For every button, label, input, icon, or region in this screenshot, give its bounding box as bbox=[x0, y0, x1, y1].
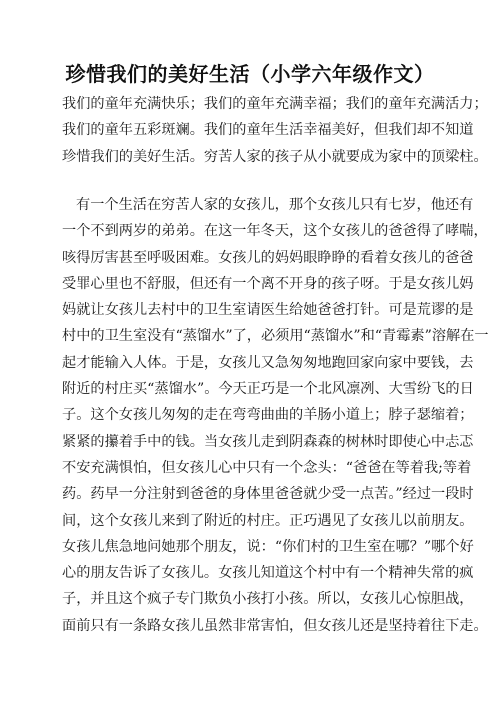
paragraph-line: 起才能输入人体。于是，女孩儿又急匆匆地跑回家向家中要钱，去 bbox=[62, 354, 474, 371]
paragraph-line: 妈就让女孩儿去村中的卫生室请医生给她爸爸打针。可是荒谬的是 bbox=[62, 302, 474, 319]
paragraph-line: 受罪心里也不舒服，但还有一个离不开身的孩子呀。于是女孩儿妈 bbox=[62, 275, 474, 292]
paragraph-line: 有一个生活在穷苦人家的女孩儿，那个女孩儿只有七岁，他还有 bbox=[76, 197, 474, 213]
paragraph-line: 一个不到两岁的弟弟。在这一年冬天，这个女孩儿的爸爸得了哮喘， bbox=[62, 223, 488, 240]
paragraph-line: 药。药早一分注射到爸爸的身体里爸爸就少受一点苦。”经过一段时 bbox=[62, 486, 474, 503]
paragraph-line: 心的朋友告诉了女孩儿。女孩儿知道这个村中有一个精神失常的疯 bbox=[62, 565, 474, 582]
paragraph-line: 我们的童年充满快乐；我们的童年充满幸福；我们的童年充满活力； bbox=[62, 96, 488, 112]
paragraph-line: 我们的童年五彩斑斓。我们的童年生活幸福美好，但我们却不知道 bbox=[62, 122, 474, 139]
paragraph-line: 附近的村庄买“蒸馏水”。今天正巧是一个北风凛冽、大雪纷飞的日 bbox=[62, 381, 474, 398]
paragraph-line: 村中的卫生室没有“蒸馏水”了，必须用“蒸馏水”和“青霉素”溶解在一 bbox=[62, 328, 489, 345]
paragraph-intro bbox=[62, 91, 488, 170]
paragraph-story bbox=[62, 192, 489, 639]
paragraph-line: 间，这个女孩儿来到了附近的村庄。正巧遇见了女孩儿以前朋友。 bbox=[62, 512, 474, 529]
paragraph-line: 面前只有一条路女孩儿虽然非常害怕，但女孩儿还是坚持着往下走。 bbox=[62, 617, 488, 634]
paragraph-line: 珍惜我们的美好生活。穷苦人家的孩子从小就要成为家中的顶梁柱。 bbox=[62, 148, 488, 165]
document-title: 珍惜我们的美好生活（小学六年级作文） bbox=[65, 62, 435, 86]
paragraph-line: 女孩儿焦急地问她那个朋友，说：“你们村的卫生室在哪？”哪个好 bbox=[62, 538, 474, 555]
paragraph-line: 不安充满惧怕，但女孩儿心中只有一个念头：“爸爸在等着我;等着 bbox=[62, 459, 472, 476]
paragraph-line: 紧紧的攥着手中的钱。当女孩儿走到阴森森的树林时即使心中忐忑 bbox=[62, 433, 474, 450]
paragraph-line: 子，并且这个疯子专门欺负小孩打小孩。所以，女孩儿心惊胆战， bbox=[62, 591, 474, 608]
paragraph-line: 咳得厉害甚至呼吸困难。女孩儿的妈妈眼睁睁的看着女孩儿的爸爸 bbox=[62, 249, 474, 266]
paragraph-line: 子。这个女孩儿匆匆的走在弯弯曲曲的羊肠小道上；脖子瑟缩着； bbox=[62, 407, 474, 424]
